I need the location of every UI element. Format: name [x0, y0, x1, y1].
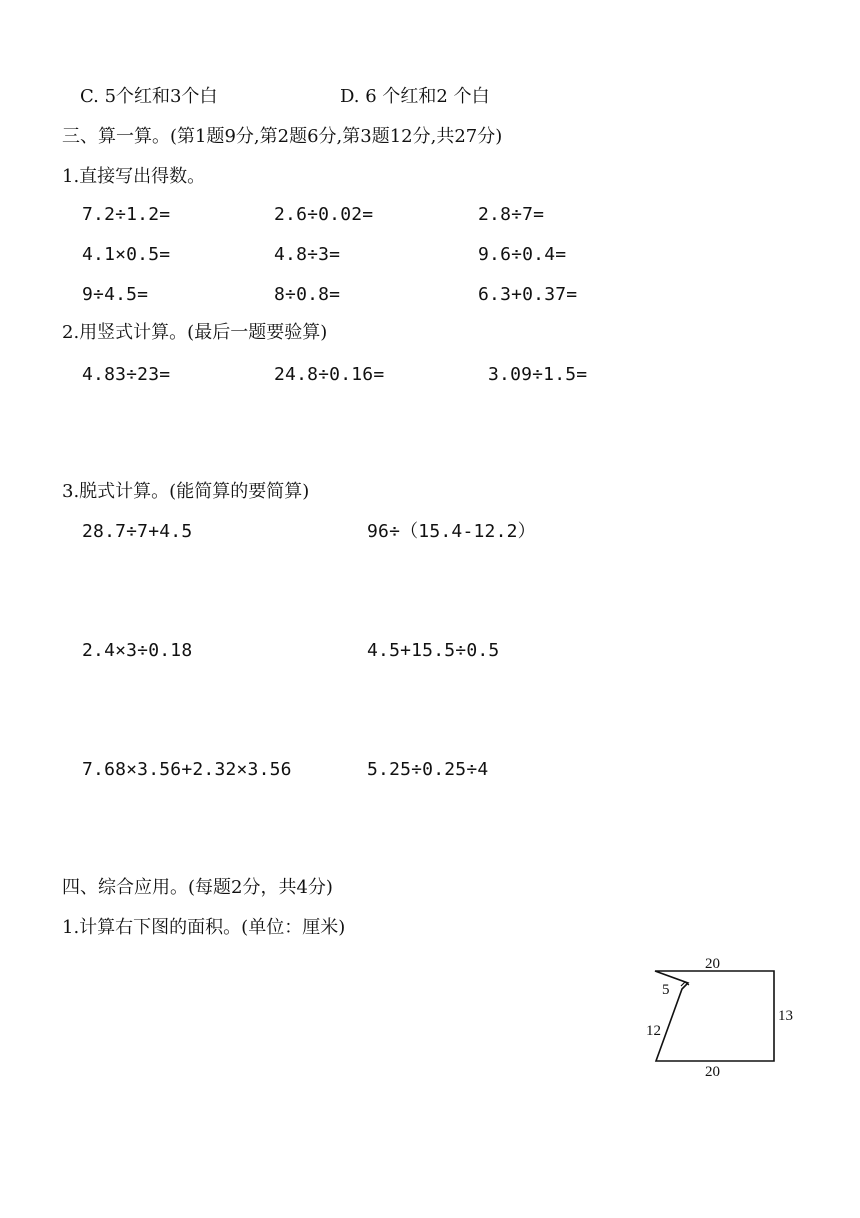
q1-item-2-3: 9.6÷0.4=	[478, 244, 567, 265]
label-bottom-length: 20	[705, 1064, 720, 1080]
section3-heading: 三、算一算。(第1题9分,第2题6分,第3题12分,共27分)	[62, 126, 503, 147]
q1-title: 1.直接写出得数。	[62, 166, 206, 187]
q2-item-1: 4.83÷23=	[82, 364, 171, 385]
q2-title: 2.用竖式计算。(最后一题要验算)	[62, 322, 328, 343]
q1-item-3-2: 8÷0.8=	[274, 284, 341, 305]
q1-item-1-1: 7.2÷1.2=	[82, 204, 171, 225]
section4-q1-title: 1.计算右下图的面积。(单位：厘米)	[62, 917, 346, 938]
q1-item-2-2: 4.8÷3=	[274, 244, 341, 265]
label-top-length: 20	[705, 956, 720, 972]
q1-item-1-2: 2.6÷0.02=	[274, 204, 374, 225]
choice-d: D. 6 个红和2 个白	[340, 86, 490, 107]
section4-heading: 四、综合应用。(每题2分，共4分)	[62, 877, 333, 898]
label-short-side: 5	[662, 982, 670, 998]
q1-item-3-3: 6.3+0.37=	[478, 284, 578, 305]
q3-item-1-2: 96÷（15.4-12.2）	[367, 521, 536, 542]
label-right-height: 13	[778, 1008, 793, 1024]
q3-item-2-1: 2.4×3÷0.18	[82, 640, 193, 661]
label-slant-side: 12	[646, 1023, 661, 1039]
choice-c: C. 5个红和3个白	[80, 86, 218, 107]
q3-item-2-2: 4.5+15.5÷0.5	[367, 640, 500, 661]
q3-item-3-2: 5.25÷0.25÷4	[367, 759, 489, 780]
q1-item-2-1: 4.1×0.5=	[82, 244, 171, 265]
q2-item-3: 3.09÷1.5=	[488, 364, 588, 385]
q1-item-1-3: 2.8÷7=	[478, 204, 545, 225]
q3-item-3-1: 7.68×3.56+2.32×3.56	[82, 759, 292, 780]
q3-title: 3.脱式计算。(能简算的要简算)	[62, 481, 310, 502]
q1-item-3-1: 9÷4.5=	[82, 284, 149, 305]
q2-item-2: 24.8÷0.16=	[274, 364, 385, 385]
figure-outline	[655, 971, 774, 1061]
area-figure	[630, 948, 810, 1088]
q3-item-1-1: 28.7÷7+4.5	[82, 521, 193, 542]
